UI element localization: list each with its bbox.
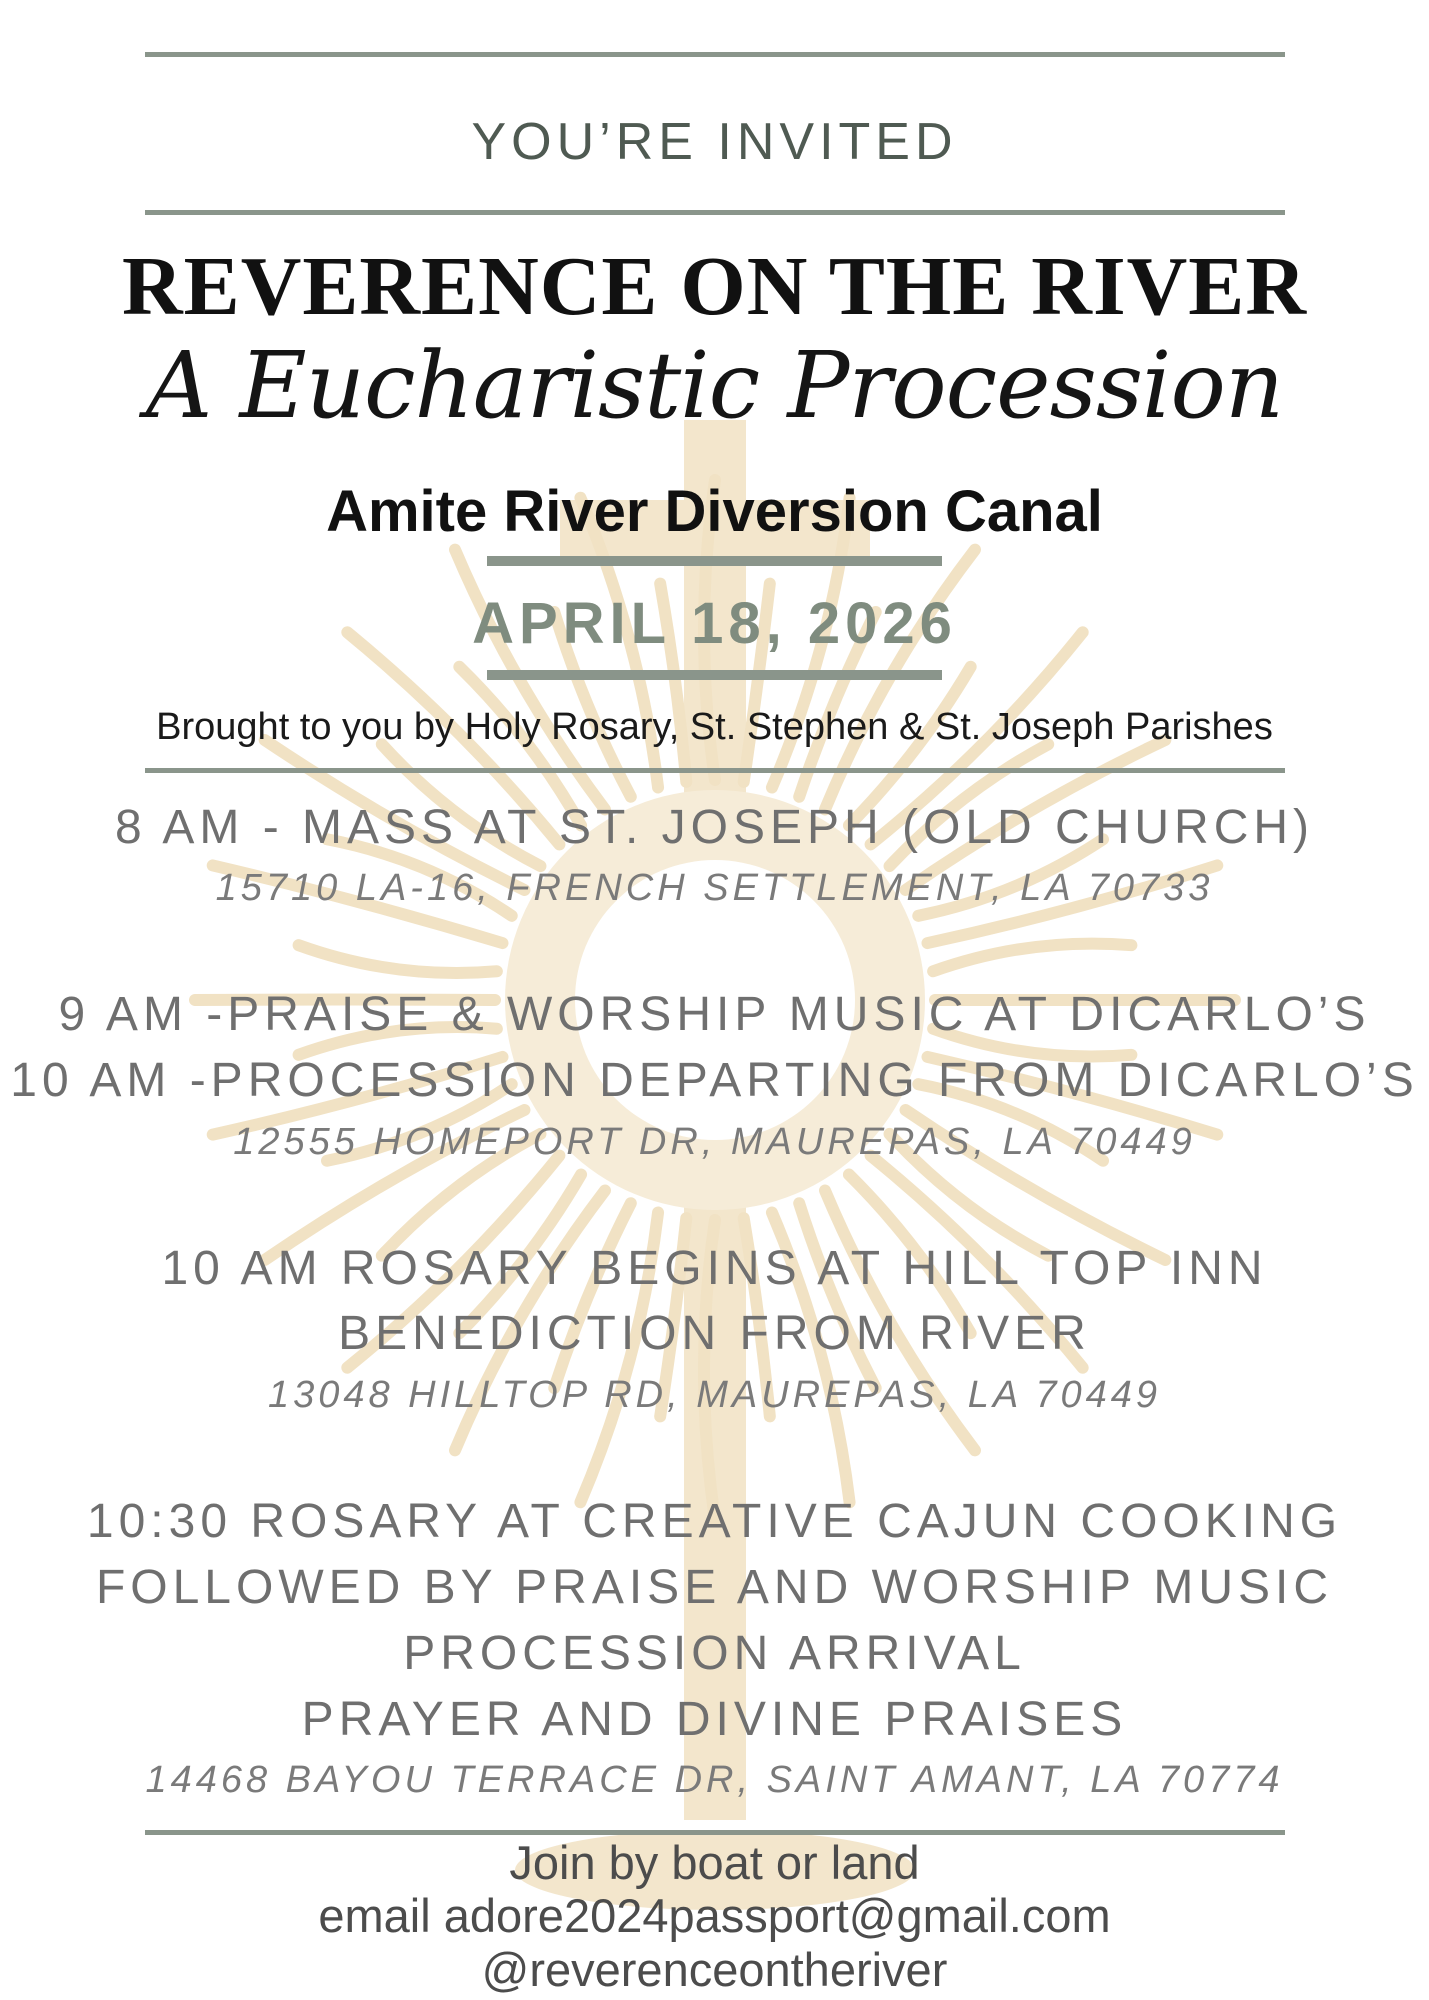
event-subtitle: A Eucharistic Procession	[145, 332, 1284, 439]
schedule-rule	[145, 768, 1285, 773]
monstrance-ray	[299, 945, 497, 973]
event-date: APRIL 18, 2026	[472, 591, 957, 656]
schedule-address: 14468 BAYOU TERRACE DR, SAINT AMANT, LA 70774	[145, 1759, 1284, 1801]
schedule-line: 10:30 ROSARY AT CREATIVE CAJUN COOKING	[86, 1495, 1343, 1548]
date-rule-top	[487, 556, 942, 566]
schedule-address: 13048 HILLTOP RD, MAUREPAS, LA 70449	[267, 1374, 1162, 1416]
schedule-address: 15710 LA-16, FRENCH SETTLEMENT, LA 70733	[215, 867, 1214, 909]
venue-name: Amite River Diversion Canal	[326, 479, 1103, 544]
schedule-line: 10 AM ROSARY BEGINS AT HILL TOP INN	[161, 1242, 1268, 1295]
schedule-line: FOLLOWED BY PRAISE AND WORSHIP MUSIC	[95, 1561, 1334, 1614]
top-rule	[145, 52, 1285, 57]
invited-label: YOU’RE INVITED	[471, 113, 958, 171]
schedule-line: 10 AM -PROCESSION DEPARTING FROM DICARLO’S	[10, 1054, 1419, 1107]
schedule-line: PRAYER AND DIVINE PRAISES	[301, 1693, 1128, 1746]
date-rule-bottom	[487, 670, 942, 680]
event-title: REVERENCE ON THE RIVER	[122, 240, 1307, 333]
join-text: Join by boat or land	[509, 1836, 920, 1889]
invited-rule	[145, 210, 1285, 215]
schedule-line: 8 AM - MASS AT ST. JOSEPH (OLD CHURCH)	[114, 801, 1315, 854]
schedule-address: 12555 HOMEPORT DR, MAUREPAS, LA 70449	[233, 1121, 1196, 1163]
social-handle[interactable]: @reverenceontheriver	[481, 1943, 948, 1996]
schedule-line: 9 AM -PRAISE & WORSHIP MUSIC AT DICARLO’S	[58, 988, 1371, 1041]
monstrance-ray	[933, 944, 1131, 972]
email-link[interactable]: email adore2024passport@gmail.com	[318, 1889, 1111, 1942]
schedule-line: BENEDICTION FROM RIVER	[338, 1307, 1091, 1360]
schedule-line: PROCESSION ARRIVAL	[403, 1627, 1026, 1680]
hosts-line: Brought to you by Holy Rosary, St. Stephen & St. Joseph Parishes	[156, 706, 1273, 748]
